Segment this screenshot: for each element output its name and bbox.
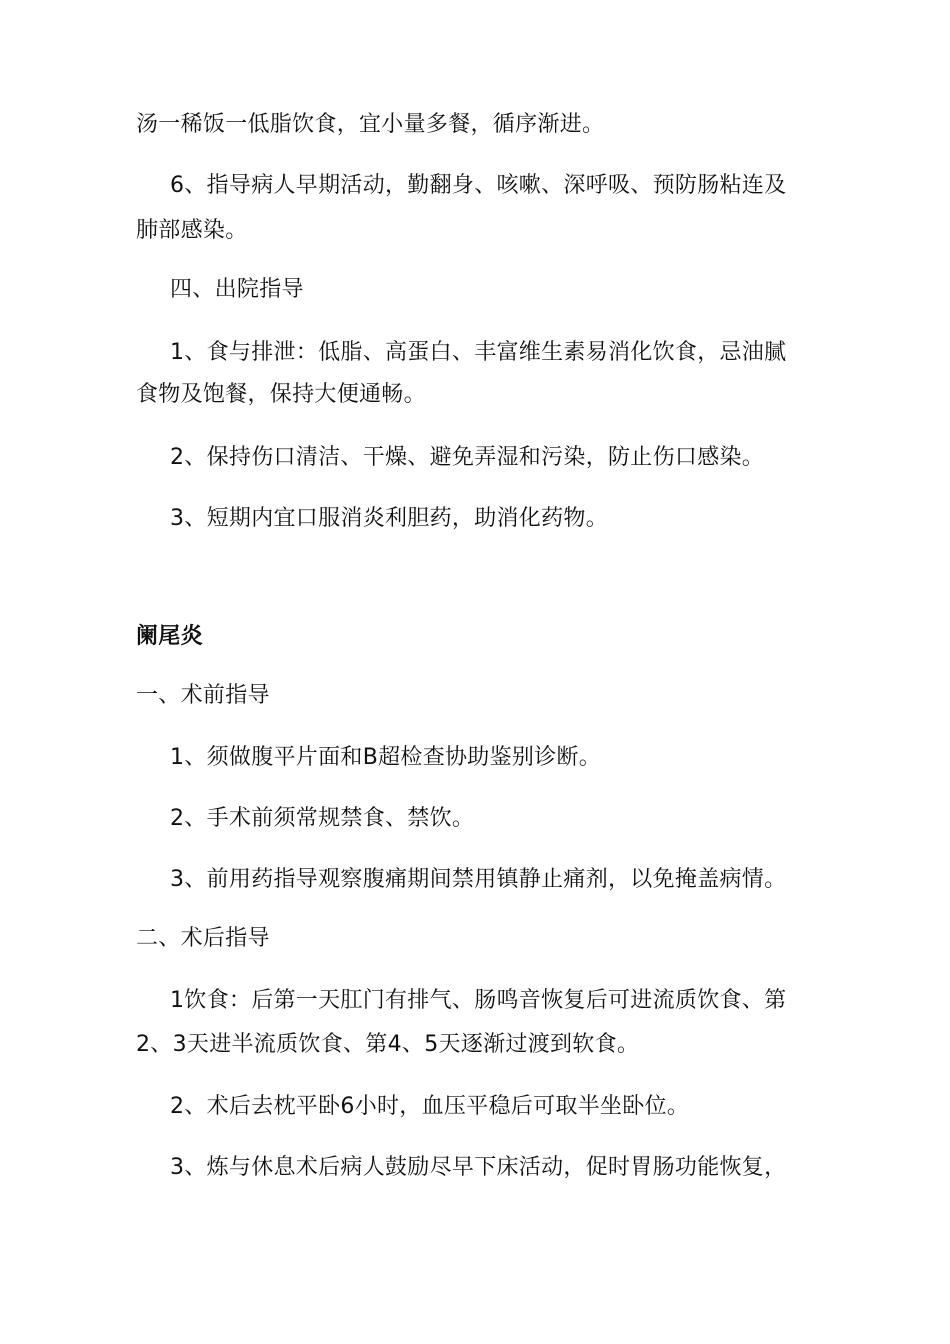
document-title: 阑尾炎 <box>136 624 203 649</box>
text-line: 2、手术前须常规禁食、禁饮。 <box>170 806 475 831</box>
section-heading: 一、术前指导 <box>136 683 270 708</box>
text-line: 3、短期内宜口服消炎利胆药，助消化药物。 <box>170 506 608 531</box>
text-line: 肺部感染。 <box>136 218 248 243</box>
text-line: 1、食与排泄：低脂、高蛋白、丰富维生素易消化饮食，忌油腻 <box>170 340 787 365</box>
text-line: 3、前用药指导观察腹痛期间禁用镇静止痛剂，以免掩盖病情。 <box>170 867 787 892</box>
text-line: 2、3天进半流质饮食、第4、5天逐渐过渡到软食。 <box>136 1032 640 1057</box>
text-line: 2、术后去枕平卧6小时，血压平稳后可取半坐卧位。 <box>170 1094 690 1119</box>
text-line: 2、保持伤口清洁、干燥、避免弄湿和污染，防止伤口感染。 <box>170 445 765 470</box>
section-heading: 四、出院指导 <box>170 277 304 302</box>
section-heading: 二、术后指导 <box>136 926 270 951</box>
text-line: 3、炼与休息术后病人鼓励尽早下床活动，促时胃肠功能恢复， <box>170 1155 787 1180</box>
text-line: 1、须做腹平片面和B超检查协助鉴别诊断。 <box>170 745 602 770</box>
text-line: 6、指导病人早期活动，勤翻身、咳嗽、深呼吸、预防肠粘连及 <box>170 173 787 198</box>
text-line: 1饮食：后第一天肛门有排气、肠鸣音恢复后可进流质饮食、第 <box>170 988 787 1013</box>
text-line: 食物及饱餐，保持大便通畅。 <box>136 382 426 407</box>
text-line: 汤一稀饭一低脂饮食，宜小量多餐，循序渐进。 <box>136 112 605 137</box>
